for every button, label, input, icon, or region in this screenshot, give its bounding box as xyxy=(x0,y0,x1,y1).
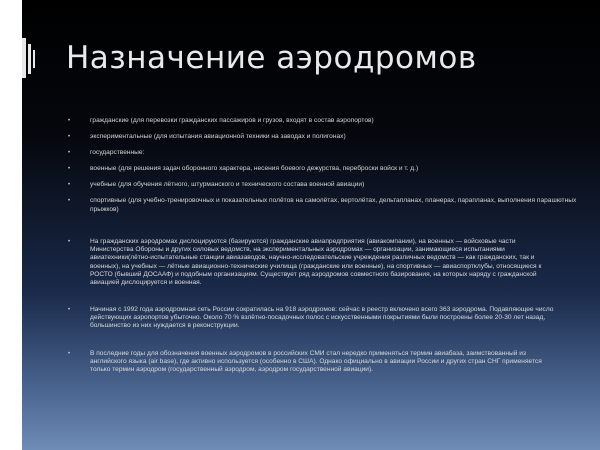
bullet-icon: • xyxy=(68,197,71,204)
list-item-text: спортивные (для учебно-тренировочных и показательных полётов на самолётах, вертолётах, дельтапланах, планерах, парапланах, выполнения парашютных прыжков) xyxy=(90,196,577,213)
slide-title: Назначение аэродромов xyxy=(66,40,477,76)
aerodrome-types-list xyxy=(66,117,586,222)
list-item-text: гражданские (для перевозки гражданских пассажиров и грузов, входят в состав аэропортов) xyxy=(90,117,374,124)
paragraph-network xyxy=(66,306,560,331)
list-item xyxy=(66,117,586,126)
bullet-icon: • xyxy=(68,351,71,357)
bullet-icon: • xyxy=(68,307,71,313)
paragraph-text: На гражданских аэродромах дислоцируются (базируются) гражданские авиапредприятия (авиакомпании), на военных — войсковые части Министерства Обороны и других силовых ведомств, на экспериментальных аэродромах — организации, занимающиеся испытаниями авиатехники(лётно-испытательные станции авиазаводов, научно-исследовательские учреждения различных ведомств — как гражданских, так и военных), на учебных — лётные авиационно-технические училища (гражданские или военные), на спортивных — авиаспортклубы, относящиеся к РОСТО (бывший ДОСААФ) и подобным организациям. Существует ряд аэродромов совместного базирования, на которых наряду с гражданской авиацией дислоцируется и военная. xyxy=(90,238,542,287)
paragraph-text: В последние годы для обозначения военных аэродромов в российских СМИ стал нередко применяться термин авиабаза, заимствованный из английского языка (air base), где активно используется (особенно в США). Однако официально в авиации России и других стран СНГ применяется только термин аэродром (государственный аэродром, аэродром государственной авиации). xyxy=(90,350,542,374)
paragraph-basing xyxy=(66,238,560,287)
list-item-text: экспериментальные (для испытания авиационной техники на заводах и полигонах) xyxy=(90,132,346,140)
slide xyxy=(22,0,600,450)
bullet-icon: • xyxy=(68,181,71,188)
list-item xyxy=(66,197,586,214)
bullet-icon: • xyxy=(68,165,71,172)
paragraph-airbase-term xyxy=(66,350,560,375)
list-item xyxy=(66,165,586,174)
bullet-icon: • xyxy=(68,118,71,124)
list-item-text: государственные: xyxy=(90,148,145,156)
list-item xyxy=(66,149,586,158)
paragraph-text: Начиная с 1992 года аэродромная сеть России сократилась на 918 аэродромов: сейчас в реестр включено всего 363 аэродрома. Подавляющее число действующих аэропортов убыточно. Около 70 % взлётно-посадочных полос с искусственными покрытиями были построены более 20-30 лет назад, большинство из них нуждается в реконструкции. xyxy=(90,306,554,330)
decoration-bar xyxy=(28,44,31,74)
list-item xyxy=(66,133,586,142)
bullet-icon: • xyxy=(68,149,71,156)
list-item-text: учебные (для обучения лётного, штурманского и технического состава военной авиации) xyxy=(90,180,365,188)
slide-decoration-bars xyxy=(22,38,36,78)
decoration-bar xyxy=(33,50,35,68)
decoration-bar xyxy=(22,38,26,78)
bullet-icon: • xyxy=(68,133,71,140)
list-item-text: военные (для решения задач оборонного характера, несения боевого дежурства, переброски войск и т. д.) xyxy=(90,164,419,172)
bullet-icon: • xyxy=(68,239,71,245)
list-item xyxy=(66,181,586,190)
